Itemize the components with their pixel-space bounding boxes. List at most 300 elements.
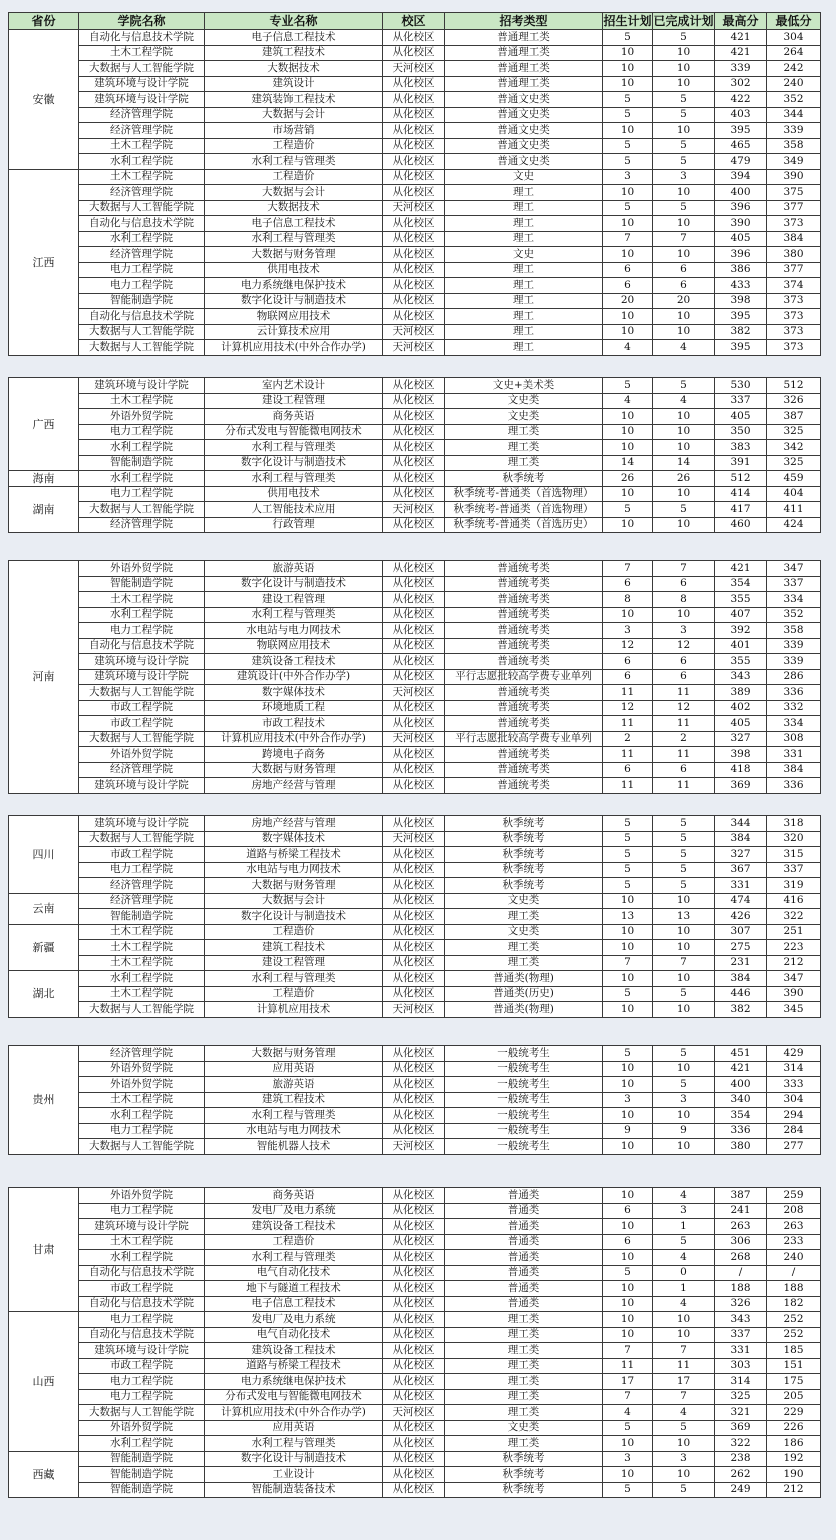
max-score-cell: 387 [715, 1188, 767, 1204]
campus-cell: 从化校区 [383, 700, 445, 716]
min-score-cell: 322 [767, 909, 821, 925]
completed-cell: 4 [653, 1188, 715, 1204]
table-block [8, 560, 820, 794]
campus-cell: 从化校区 [383, 92, 445, 108]
major-cell: 计算机应用技术 [205, 1002, 383, 1018]
plan-cell: 10 [603, 971, 653, 987]
table-row [9, 716, 821, 732]
completed-cell: 26 [653, 471, 715, 487]
college-cell: 电力工程学院 [79, 486, 205, 502]
major-cell: 大数据技术 [205, 61, 383, 77]
table-row [9, 831, 821, 847]
college-cell: 智能制造学院 [79, 576, 205, 592]
max-score-cell: 339 [715, 61, 767, 77]
max-score-cell: 263 [715, 1219, 767, 1235]
province-cell: 海南 [9, 471, 79, 487]
plan-cell: 5 [603, 831, 653, 847]
campus-cell: 从化校区 [383, 747, 445, 763]
campus-cell: 从化校区 [383, 654, 445, 670]
exam-type-cell: 普通统考类 [445, 607, 603, 623]
completed-cell: 6 [653, 654, 715, 670]
min-score-cell: 229 [767, 1405, 821, 1421]
table-row [9, 1312, 821, 1328]
exam-type-cell: 理工类 [445, 1374, 603, 1390]
completed-cell: 10 [653, 185, 715, 201]
college-cell: 土木工程学院 [79, 592, 205, 608]
major-cell: 工程造价 [205, 1234, 383, 1250]
campus-cell: 从化校区 [383, 1451, 445, 1467]
campus-cell: 从化校区 [383, 1436, 445, 1452]
plan-cell: 12 [603, 700, 653, 716]
completed-cell: 8 [653, 592, 715, 608]
min-score-cell: 459 [767, 471, 821, 487]
max-score-cell: 241 [715, 1203, 767, 1219]
table-row [9, 1358, 821, 1374]
plan-cell: 10 [603, 1467, 653, 1483]
max-score-cell: 403 [715, 107, 767, 123]
completed-cell: 4 [653, 1250, 715, 1266]
major-cell: 供用电技术 [205, 486, 383, 502]
campus-cell: 天河校区 [383, 685, 445, 701]
max-score-cell: 530 [715, 378, 767, 394]
college-cell: 外语外贸学院 [79, 1188, 205, 1204]
campus-cell: 从化校区 [383, 378, 445, 394]
college-cell: 土木工程学院 [79, 1092, 205, 1108]
min-score-cell: 277 [767, 1139, 821, 1155]
exam-type-cell: 普通统考类 [445, 592, 603, 608]
major-cell: 大数据与财务管理 [205, 247, 383, 263]
plan-cell: 7 [603, 231, 653, 247]
table-row [9, 231, 821, 247]
major-cell: 水利工程与管理类 [205, 1250, 383, 1266]
campus-cell: 天河校区 [383, 731, 445, 747]
major-cell: 室内艺术设计 [205, 378, 383, 394]
province-cell: 新疆 [9, 924, 79, 971]
completed-cell: 10 [653, 216, 715, 232]
min-score-cell: 252 [767, 1312, 821, 1328]
min-score-cell: 182 [767, 1296, 821, 1312]
college-cell: 土木工程学院 [79, 986, 205, 1002]
max-score-cell: 322 [715, 1436, 767, 1452]
plan-cell: 9 [603, 1123, 653, 1139]
plan-cell: 12 [603, 638, 653, 654]
exam-type-cell: 秋季统考-普通类（首选物理） [445, 486, 603, 502]
completed-cell: 5 [653, 107, 715, 123]
campus-cell: 从化校区 [383, 231, 445, 247]
table-row [9, 471, 821, 487]
max-score-cell: 460 [715, 517, 767, 533]
campus-cell: 从化校区 [383, 669, 445, 685]
min-score-cell: 315 [767, 847, 821, 863]
college-cell: 电力工程学院 [79, 424, 205, 440]
campus-cell: 从化校区 [383, 154, 445, 170]
exam-type-cell: 文史类 [445, 924, 603, 940]
major-cell: 数字媒体技术 [205, 685, 383, 701]
min-score-cell: 352 [767, 92, 821, 108]
max-score-cell: 382 [715, 324, 767, 340]
max-score-cell: / [715, 1265, 767, 1281]
campus-cell: 从化校区 [383, 45, 445, 61]
plan-cell: 11 [603, 685, 653, 701]
major-cell: 大数据技术 [205, 200, 383, 216]
college-cell: 大数据与人工智能学院 [79, 731, 205, 747]
max-score-cell: 389 [715, 685, 767, 701]
major-cell: 商务英语 [205, 409, 383, 425]
college-cell: 自动化与信息技术学院 [79, 216, 205, 232]
plan-cell: 5 [603, 816, 653, 832]
exam-type-cell: 普通统考类 [445, 638, 603, 654]
plan-cell: 6 [603, 762, 653, 778]
exam-type-cell: 理工类 [445, 955, 603, 971]
exam-type-cell: 理工 [445, 200, 603, 216]
table-row [9, 924, 821, 940]
table-row [9, 185, 821, 201]
table-row [9, 293, 821, 309]
province-cell: 河南 [9, 561, 79, 794]
table-row [9, 638, 821, 654]
exam-type-cell: 秋季统考 [445, 1451, 603, 1467]
college-cell: 土木工程学院 [79, 924, 205, 940]
table-row [9, 1077, 821, 1093]
exam-type-cell: 普通文史类 [445, 92, 603, 108]
min-score-cell: 347 [767, 971, 821, 987]
college-cell: 大数据与人工智能学院 [79, 502, 205, 518]
plan-cell: 6 [603, 1234, 653, 1250]
min-score-cell: 326 [767, 393, 821, 409]
max-score-cell: 367 [715, 862, 767, 878]
campus-cell: 从化校区 [383, 1420, 445, 1436]
min-score-cell: 384 [767, 762, 821, 778]
major-cell: 水利工程与管理类 [205, 231, 383, 247]
campus-cell: 天河校区 [383, 61, 445, 77]
completed-cell: 17 [653, 1374, 715, 1390]
table-row [9, 424, 821, 440]
table-row [9, 440, 821, 456]
column-header: 专业名称 [205, 13, 383, 30]
college-cell: 电力工程学院 [79, 1312, 205, 1328]
table-row [9, 502, 821, 518]
major-cell: 计算机应用技术(中外合作办学) [205, 340, 383, 356]
min-score-cell: 373 [767, 324, 821, 340]
exam-type-cell: 文史类 [445, 1420, 603, 1436]
table-row [9, 278, 821, 294]
college-cell: 水利工程学院 [79, 1250, 205, 1266]
exam-type-cell: 普通类 [445, 1219, 603, 1235]
major-cell: 电子信息工程技术 [205, 1296, 383, 1312]
max-score-cell: 421 [715, 45, 767, 61]
min-score-cell: 334 [767, 716, 821, 732]
table-row [9, 1327, 821, 1343]
plan-cell: 10 [603, 1139, 653, 1155]
major-cell: 大数据与会计 [205, 107, 383, 123]
campus-cell: 从化校区 [383, 1234, 445, 1250]
campus-cell: 从化校区 [383, 216, 445, 232]
completed-cell: 10 [653, 424, 715, 440]
exam-type-cell: 秋季统考 [445, 471, 603, 487]
major-cell: 建筑装饰工程技术 [205, 92, 383, 108]
major-cell: 分布式发电与智能微电网技术 [205, 424, 383, 440]
plan-cell: 7 [603, 1343, 653, 1359]
table-row [9, 262, 821, 278]
exam-type-cell: 普通类 [445, 1250, 603, 1266]
max-score-cell: 354 [715, 576, 767, 592]
completed-cell: 10 [653, 1436, 715, 1452]
min-score-cell: 390 [767, 986, 821, 1002]
max-score-cell: 426 [715, 909, 767, 925]
major-cell: 电力系统继电保护技术 [205, 278, 383, 294]
major-cell: 房地产经营与管理 [205, 816, 383, 832]
exam-type-cell: 普通类 [445, 1203, 603, 1219]
plan-cell: 13 [603, 909, 653, 925]
min-score-cell: 347 [767, 561, 821, 577]
table-row [9, 1139, 821, 1155]
min-score-cell: 337 [767, 576, 821, 592]
campus-cell: 从化校区 [383, 986, 445, 1002]
completed-cell: 11 [653, 1358, 715, 1374]
major-cell: 行政管理 [205, 517, 383, 533]
major-cell: 分布式发电与智能微电网技术 [205, 1389, 383, 1405]
major-cell: 电气自动化技术 [205, 1265, 383, 1281]
plan-cell: 5 [603, 138, 653, 154]
college-cell: 土木工程学院 [79, 169, 205, 185]
college-cell: 市政工程学院 [79, 1281, 205, 1297]
table-row [9, 61, 821, 77]
major-cell: 计算机应用技术(中外合作办学) [205, 1405, 383, 1421]
campus-cell: 从化校区 [383, 471, 445, 487]
major-cell: 地下与隧道工程技术 [205, 1281, 383, 1297]
max-score-cell: 369 [715, 1420, 767, 1436]
plan-cell: 7 [603, 561, 653, 577]
completed-cell: 4 [653, 1296, 715, 1312]
min-score-cell: 264 [767, 45, 821, 61]
max-score-cell: 395 [715, 309, 767, 325]
min-score-cell: 387 [767, 409, 821, 425]
table-row [9, 30, 821, 46]
exam-type-cell: 秋季统考 [445, 847, 603, 863]
min-score-cell: 339 [767, 638, 821, 654]
major-cell: 工程造价 [205, 138, 383, 154]
province-cell: 安徽 [9, 30, 79, 170]
table-row [9, 1405, 821, 1421]
max-score-cell: 331 [715, 1343, 767, 1359]
plan-cell: 6 [603, 278, 653, 294]
major-cell: 商务英语 [205, 1188, 383, 1204]
min-score-cell: 334 [767, 592, 821, 608]
max-score-cell: 390 [715, 216, 767, 232]
plan-cell: 10 [603, 1250, 653, 1266]
exam-type-cell: 普通类(历史) [445, 986, 603, 1002]
major-cell: 云计算技术应用 [205, 324, 383, 340]
campus-cell: 从化校区 [383, 455, 445, 471]
completed-cell: 3 [653, 623, 715, 639]
plan-cell: 4 [603, 393, 653, 409]
column-header: 已完成计划 [653, 13, 714, 28]
table-row [9, 778, 821, 794]
completed-cell: 10 [653, 1467, 715, 1483]
major-cell: 发电厂及电力系统 [205, 1312, 383, 1328]
max-score-cell: 418 [715, 762, 767, 778]
min-score-cell: 205 [767, 1389, 821, 1405]
major-cell: 水利工程与管理类 [205, 607, 383, 623]
plan-cell: 6 [603, 576, 653, 592]
college-cell: 外语外贸学院 [79, 1061, 205, 1077]
completed-cell: 10 [653, 1002, 715, 1018]
college-cell: 土木工程学院 [79, 940, 205, 956]
table-block [8, 377, 820, 533]
max-score-cell: 398 [715, 747, 767, 763]
campus-cell: 从化校区 [383, 576, 445, 592]
completed-cell: 11 [653, 778, 715, 794]
college-cell: 建筑环境与设计学院 [79, 76, 205, 92]
campus-cell: 从化校区 [383, 278, 445, 294]
plan-cell: 10 [603, 1327, 653, 1343]
college-cell: 市政工程学院 [79, 700, 205, 716]
exam-type-cell: 文史类 [445, 393, 603, 409]
table-row [9, 669, 821, 685]
exam-type-cell: 文史 [445, 169, 603, 185]
college-cell: 电力工程学院 [79, 278, 205, 294]
max-score-cell: 407 [715, 607, 767, 623]
max-score-cell: 402 [715, 700, 767, 716]
exam-type-cell: 一般统考生 [445, 1139, 603, 1155]
column-header: 校区 [383, 13, 445, 30]
college-cell: 建筑环境与设计学院 [79, 778, 205, 794]
plan-cell: 6 [603, 1203, 653, 1219]
min-score-cell: 373 [767, 309, 821, 325]
college-cell: 水利工程学院 [79, 1108, 205, 1124]
max-score-cell: 343 [715, 669, 767, 685]
max-score-cell: 421 [715, 561, 767, 577]
min-score-cell: 333 [767, 1077, 821, 1093]
college-cell: 土木工程学院 [79, 955, 205, 971]
college-cell: 自动化与信息技术学院 [79, 30, 205, 46]
max-score-cell: 337 [715, 393, 767, 409]
college-cell: 水利工程学院 [79, 607, 205, 623]
exam-type-cell: 一般统考生 [445, 1061, 603, 1077]
max-score-cell: 421 [715, 30, 767, 46]
exam-type-cell: 理工类 [445, 440, 603, 456]
plan-cell: 5 [603, 1265, 653, 1281]
campus-cell: 从化校区 [383, 424, 445, 440]
completed-cell: 1 [653, 1281, 715, 1297]
min-score-cell: 377 [767, 262, 821, 278]
campus-cell: 从化校区 [383, 185, 445, 201]
max-score-cell: 422 [715, 92, 767, 108]
major-cell: 工程造价 [205, 169, 383, 185]
table-row [9, 909, 821, 925]
college-cell: 电力工程学院 [79, 862, 205, 878]
campus-cell: 从化校区 [383, 1123, 445, 1139]
major-cell: 建筑设计(中外合作办学) [205, 669, 383, 685]
campus-cell: 天河校区 [383, 1002, 445, 1018]
campus-cell: 从化校区 [383, 169, 445, 185]
province-cell: 四川 [9, 816, 79, 894]
campus-cell: 从化校区 [383, 816, 445, 832]
college-cell: 水利工程学院 [79, 440, 205, 456]
campus-cell: 从化校区 [383, 262, 445, 278]
max-score-cell: 268 [715, 1250, 767, 1266]
major-cell: 房地产经营与管理 [205, 778, 383, 794]
completed-cell: 9 [653, 1123, 715, 1139]
min-score-cell: 151 [767, 1358, 821, 1374]
table-row [9, 762, 821, 778]
max-score-cell: 417 [715, 502, 767, 518]
max-score-cell: 380 [715, 1139, 767, 1155]
completed-cell: 14 [653, 455, 715, 471]
college-cell: 建筑环境与设计学院 [79, 654, 205, 670]
college-cell: 建筑环境与设计学院 [79, 378, 205, 394]
college-cell: 智能制造学院 [79, 1467, 205, 1483]
major-cell: 建筑设备工程技术 [205, 1219, 383, 1235]
min-score-cell: 331 [767, 747, 821, 763]
max-score-cell: 386 [715, 262, 767, 278]
min-score-cell: 424 [767, 517, 821, 533]
table-block [8, 815, 820, 1018]
major-cell: 建筑工程技术 [205, 1092, 383, 1108]
exam-type-cell: 理工类 [445, 1389, 603, 1405]
table-row [9, 878, 821, 894]
table-row [9, 576, 821, 592]
plan-cell: 10 [603, 76, 653, 92]
table-block [8, 1187, 820, 1498]
column-header: 学院名称 [79, 13, 205, 30]
table-row [9, 816, 821, 832]
table-row [9, 1250, 821, 1266]
table-row [9, 486, 821, 502]
campus-cell: 从化校区 [383, 623, 445, 639]
campus-cell: 从化校区 [383, 1219, 445, 1235]
completed-cell: 5 [653, 1482, 715, 1498]
campus-cell: 从化校区 [383, 878, 445, 894]
max-score-cell: 400 [715, 1077, 767, 1093]
table-row [9, 1467, 821, 1483]
max-score-cell: 326 [715, 1296, 767, 1312]
plan-cell: 3 [603, 169, 653, 185]
table-row [9, 1296, 821, 1312]
campus-cell: 从化校区 [383, 247, 445, 263]
completed-cell: 5 [653, 378, 715, 394]
plan-cell: 10 [603, 1002, 653, 1018]
college-cell: 大数据与人工智能学院 [79, 1139, 205, 1155]
exam-type-cell: 理工类 [445, 1358, 603, 1374]
exam-type-cell: 普通统考类 [445, 700, 603, 716]
major-cell: 计算机应用技术(中外合作办学) [205, 731, 383, 747]
province-cell: 山西 [9, 1312, 79, 1452]
college-cell: 外语外贸学院 [79, 561, 205, 577]
exam-type-cell: 理工 [445, 340, 603, 356]
table-row [9, 1061, 821, 1077]
plan-cell: 2 [603, 731, 653, 747]
completed-cell: 10 [653, 45, 715, 61]
table-row [9, 1374, 821, 1390]
max-score-cell: 231 [715, 955, 767, 971]
college-cell: 建筑环境与设计学院 [79, 1219, 205, 1235]
major-cell: 供用电技术 [205, 262, 383, 278]
completed-cell: 11 [653, 716, 715, 732]
campus-cell: 从化校区 [383, 1061, 445, 1077]
exam-type-cell: 一般统考生 [445, 1108, 603, 1124]
college-cell: 外语外贸学院 [79, 747, 205, 763]
major-cell: 道路与桥梁工程技术 [205, 847, 383, 863]
college-cell: 水利工程学院 [79, 154, 205, 170]
table-row [9, 940, 821, 956]
plan-cell: 10 [603, 247, 653, 263]
exam-type-cell: 普通统考类 [445, 623, 603, 639]
completed-cell: 10 [653, 486, 715, 502]
completed-cell: 10 [653, 309, 715, 325]
plan-cell: 5 [603, 862, 653, 878]
plan-cell: 10 [603, 1281, 653, 1297]
